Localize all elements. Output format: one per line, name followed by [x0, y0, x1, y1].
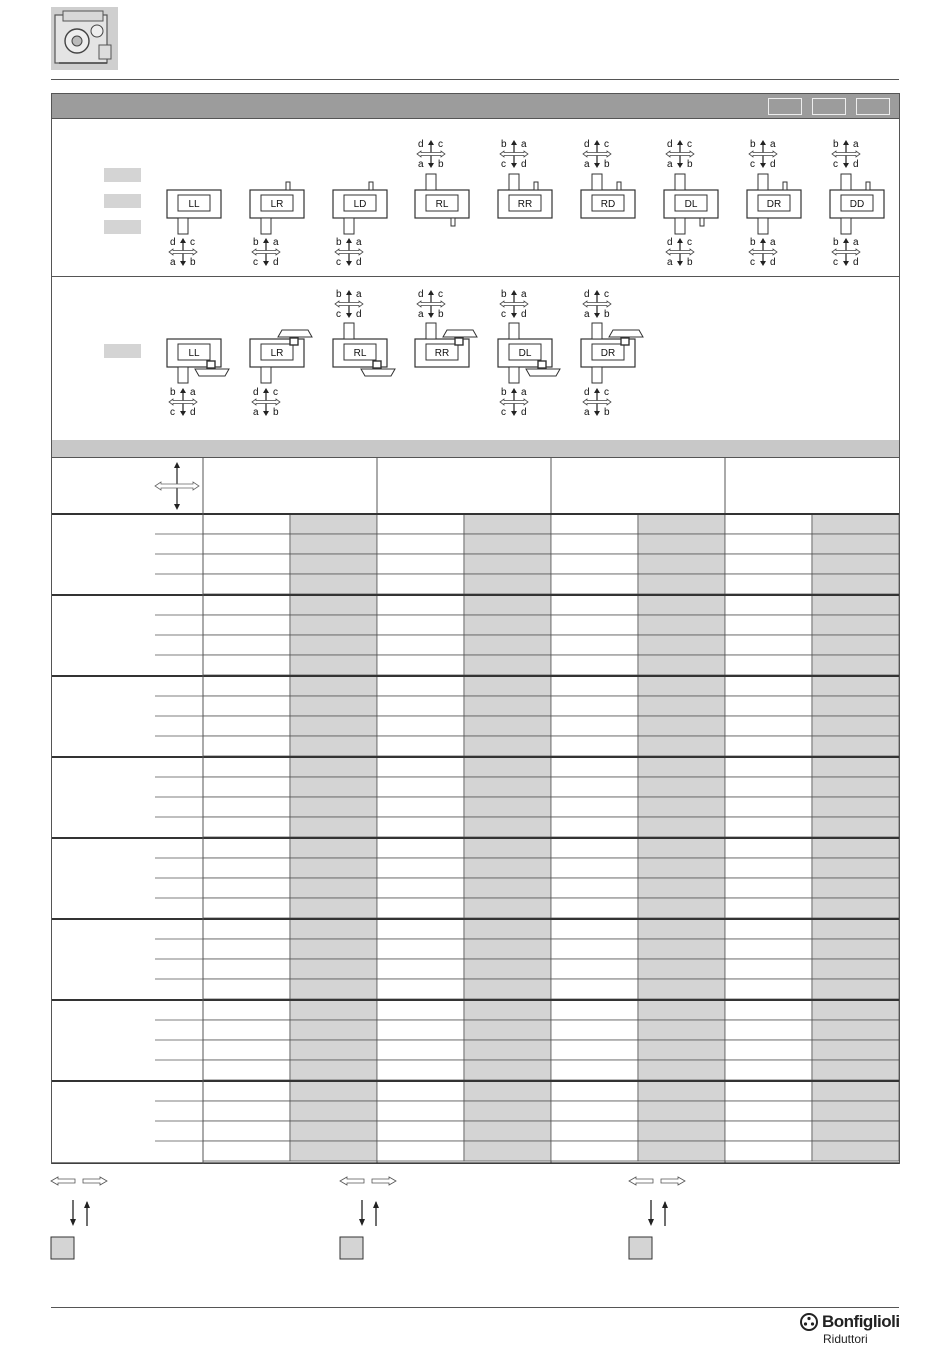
- rotation-letter: b: [438, 159, 444, 170]
- rotation-letter: c: [501, 309, 506, 320]
- rotation-arrows-icon: [749, 237, 777, 268]
- gearbox-rl-icon: [333, 323, 395, 376]
- rotation-letter: d: [521, 159, 527, 170]
- gearbox-rr-icon: [498, 174, 552, 218]
- rotation-letter: c: [501, 407, 506, 418]
- rotation-arrows-icon: [417, 139, 445, 170]
- legend-swatch: [51, 1237, 74, 1259]
- rotation-arrows-icon: [666, 139, 694, 170]
- rotation-arrows-icon: [417, 289, 445, 320]
- rotation-arrows-icon: [583, 139, 611, 170]
- rotation-arrows-icon: [252, 387, 280, 418]
- rotation-letter: c: [687, 139, 692, 150]
- rotation-letter: b: [604, 309, 610, 320]
- rotation-letter: b: [833, 139, 839, 150]
- rotation-letter: c: [438, 289, 443, 300]
- rotation-letter: b: [833, 237, 839, 248]
- rotation-letter: a: [418, 309, 424, 320]
- rotation-letter: d: [667, 139, 673, 150]
- rotation-letter: a: [584, 407, 590, 418]
- arrows-icon: [51, 1177, 107, 1226]
- rotation-letter: b: [170, 387, 176, 398]
- rotation-letter: d: [521, 407, 527, 418]
- mounting-code: RD: [600, 199, 616, 210]
- rotation-letter: a: [521, 289, 527, 300]
- rotation-letter: d: [170, 237, 176, 248]
- rotation-letter: c: [336, 257, 341, 268]
- rotation-letter: a: [853, 139, 859, 150]
- gearbox-rl-icon: [415, 174, 469, 226]
- rotation-arrows-icon: [252, 237, 280, 268]
- rotation-letter: c: [833, 159, 838, 170]
- rotation-arrows-icon: [832, 139, 860, 170]
- rotation-arrows-icon: [666, 237, 694, 268]
- rotation-letter: c: [501, 159, 506, 170]
- rotation-letter: b: [273, 407, 279, 418]
- gearbox-dd-icon: [830, 174, 884, 234]
- rotation-arrows-icon: [583, 289, 611, 320]
- rotation-arrows-icon: [749, 139, 777, 170]
- rotation-letter: d: [770, 159, 776, 170]
- rotation-letter: a: [418, 159, 424, 170]
- bonfiglioli-logo-icon: [800, 1313, 818, 1331]
- gearbox-dl-icon: [664, 174, 718, 234]
- rotation-letter: b: [604, 407, 610, 418]
- rotation-letter: a: [584, 159, 590, 170]
- rotation-letter: d: [418, 139, 424, 150]
- mounting-code: LL: [188, 199, 200, 210]
- rotation-letter: a: [356, 237, 362, 248]
- arrows-icon: [340, 1177, 396, 1226]
- rotation-letter: c: [750, 159, 755, 170]
- gearbox-rr-icon: [415, 323, 477, 367]
- brand-name: Bonfiglioli: [822, 1312, 900, 1331]
- mounting-code: RL: [353, 348, 367, 359]
- rotation-letter: a: [170, 257, 176, 268]
- rotation-letter: b: [604, 159, 610, 170]
- gearbox-lr-icon: [250, 330, 312, 383]
- rotation-letter: b: [750, 139, 756, 150]
- mounting-code: RL: [435, 199, 449, 210]
- gearbox-ll-icon: [167, 339, 229, 383]
- legend-swatch: [629, 1237, 652, 1259]
- rotation-letter: b: [687, 159, 693, 170]
- mounting-code: DD: [849, 199, 865, 210]
- rotation-letter: d: [253, 387, 259, 398]
- rotation-letter: b: [501, 139, 507, 150]
- rotation-letter: b: [501, 387, 507, 398]
- rotation-letter: b: [501, 289, 507, 300]
- footer-rule: [51, 1307, 899, 1308]
- rotation-letter: c: [750, 257, 755, 268]
- rotation-arrows-icon: [583, 387, 611, 418]
- rotation-letter: d: [667, 237, 673, 248]
- mounting-code: LD: [353, 199, 367, 210]
- mounting-code: LR: [270, 348, 284, 359]
- rotation-letter: d: [584, 289, 590, 300]
- rotation-letter: a: [584, 309, 590, 320]
- mounting-code: DL: [684, 199, 698, 210]
- gearbox-lr-icon: [250, 182, 304, 234]
- rotation-letter: a: [770, 139, 776, 150]
- rotation-letter: c: [604, 387, 609, 398]
- gearbox-ll-icon: [167, 190, 221, 234]
- rotation-letter: b: [687, 257, 693, 268]
- rotation-letter: a: [521, 387, 527, 398]
- rotation-letter: d: [521, 309, 527, 320]
- brand-tagline: Riduttori: [823, 1332, 868, 1346]
- mounting-code: DR: [600, 348, 616, 359]
- rotation-letter: c: [336, 309, 341, 320]
- rotation-letter: c: [253, 257, 258, 268]
- rotation-letter: d: [853, 257, 859, 268]
- rotation-letter: c: [604, 139, 609, 150]
- rotation-letter: b: [336, 237, 342, 248]
- rotation-arrows-icon: [169, 387, 197, 418]
- rotation-arrows-icon: [500, 139, 528, 170]
- rotation-letter: d: [356, 257, 362, 268]
- arrows-icon: [629, 1177, 685, 1226]
- rotation-letter: d: [356, 309, 362, 320]
- rotation-letter: c: [273, 387, 278, 398]
- rotation-letter: c: [833, 257, 838, 268]
- rotation-letter: a: [770, 237, 776, 248]
- rotation-arrows-icon: [832, 237, 860, 268]
- rotation-letter: c: [438, 139, 443, 150]
- rotation-letter: c: [687, 237, 692, 248]
- mounting-code: LR: [270, 199, 284, 210]
- rotation-letter: d: [418, 289, 424, 300]
- mounting-code: DL: [518, 348, 532, 359]
- rotation-arrows-icon: [169, 237, 197, 268]
- gearbox-rd-icon: [581, 174, 635, 218]
- rotation-letter: a: [667, 257, 673, 268]
- rotation-letter: b: [253, 237, 259, 248]
- rotation-letter: c: [604, 289, 609, 300]
- gearbox-dr-icon: [581, 323, 643, 383]
- mounting-code: DR: [766, 199, 782, 210]
- mounting-code: RR: [434, 348, 450, 359]
- rotation-letter: d: [190, 407, 196, 418]
- rotation-letter: a: [356, 289, 362, 300]
- rotation-arrows-icon: [335, 237, 363, 268]
- rotation-letter: d: [584, 387, 590, 398]
- rotation-letter: a: [853, 237, 859, 248]
- rotation-letter: d: [770, 257, 776, 268]
- rotation-letter: a: [521, 139, 527, 150]
- rotation-arrows-icon: [335, 289, 363, 320]
- rotation-arrows-icon: [500, 387, 528, 418]
- gearbox-dr-icon: [747, 174, 801, 234]
- rotation-letter: b: [190, 257, 196, 268]
- mounting-code: RR: [517, 199, 533, 210]
- gearbox-ld-icon: [333, 182, 387, 234]
- rotation-arrows-icon: [500, 289, 528, 320]
- mounting-diagrams: [0, 0, 950, 440]
- rotation-letter: c: [190, 237, 195, 248]
- rotation-letter: d: [584, 139, 590, 150]
- rotation-letter: c: [170, 407, 175, 418]
- rotation-letter: b: [336, 289, 342, 300]
- table-header-band: [52, 440, 899, 458]
- rotation-letter: a: [253, 407, 259, 418]
- rotation-letter: a: [190, 387, 196, 398]
- mounting-code: LL: [188, 348, 200, 359]
- rotation-letter: d: [853, 159, 859, 170]
- rotation-letter: d: [273, 257, 279, 268]
- rotation-letter: b: [438, 309, 444, 320]
- gearbox-dl-icon: [498, 323, 560, 383]
- rotation-letter: a: [667, 159, 673, 170]
- rotation-letter: a: [273, 237, 279, 248]
- legend-swatch: [340, 1237, 363, 1259]
- rotation-letter: b: [750, 237, 756, 248]
